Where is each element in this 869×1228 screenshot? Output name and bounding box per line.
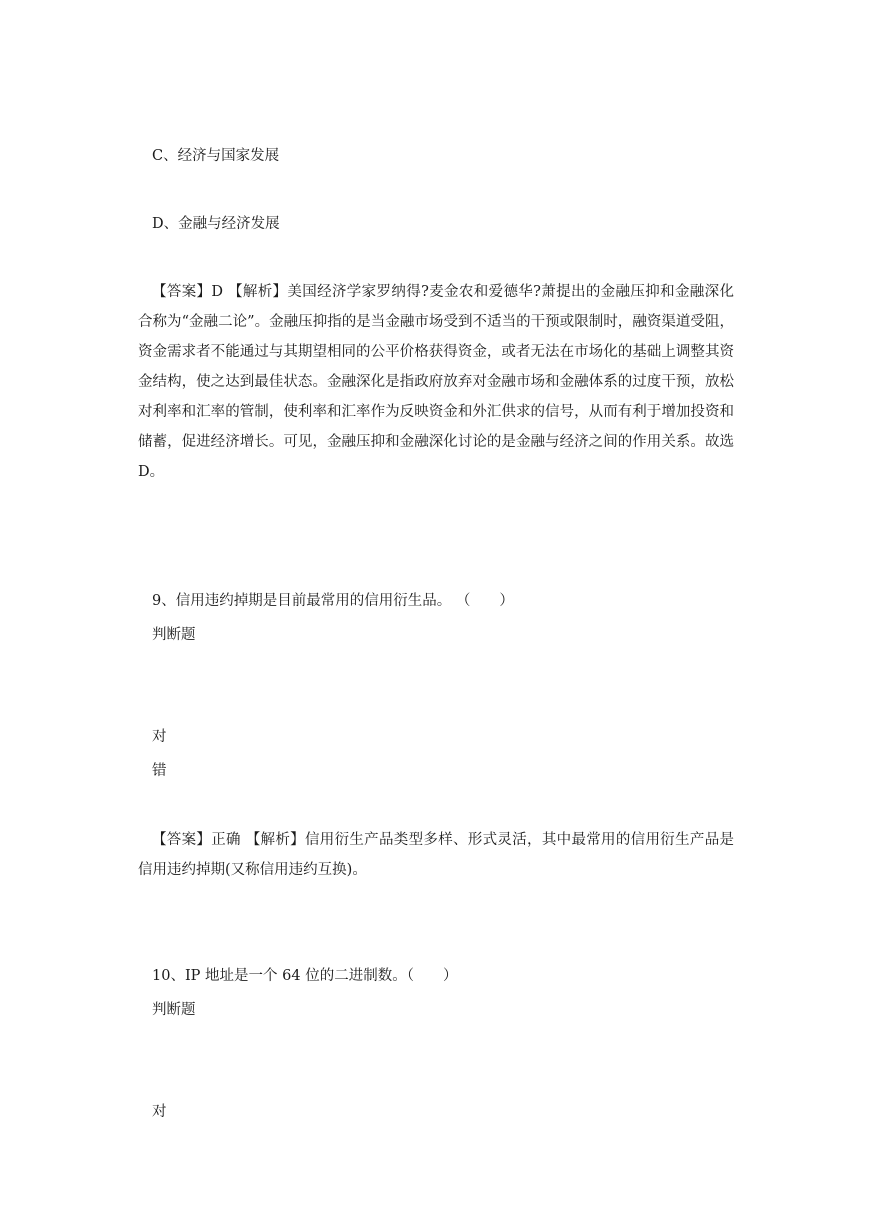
q8-option-c: C、经济与国家发展 (152, 148, 280, 164)
q9-option-false: 错 (152, 763, 167, 779)
q10-question: 10、IP 地址是一个 64 位的二进制数。（ ） (152, 968, 458, 984)
q10-option-true: 对 (152, 1104, 167, 1120)
q9-option-true: 对 (152, 729, 167, 745)
q9-type-label: 判断题 (152, 627, 196, 643)
q9-answer-analysis: 【答案】正确 【解析】信用衍生产品类型多样、形式灵活，其中最常用的信用衍生产品是信用违约掉期(又称信用违约互换)。 (138, 832, 734, 878)
q8-answer-analysis: 【答案】D 【解析】美国经济学家罗纳得?麦金农和爱德华?萧提出的金融压抑和金融深化合称为“金融二论”。金融压抑指的是当金融市场受到不适当的干预或限制时，融资渠道受阻，资金需求者不能通过与其期望相同的公平价格获得资金，或者无法在市场化的基础上调整其资金结构，使之达到最佳状态。金融深化是指政府放弃对金融市场和金融体系的过度干预，放松对利率和汇率的管制，使利率和汇率作为反映资金和外汇供求的信号，从而有利于增加投资和储蓄，促进经济增长。可见，金融压抑和金融深化讨论的是金融与经济之间的作用关系。故选 D。 (138, 284, 734, 480)
q9-question: 9、信用违约掉期是目前最常用的信用衍生品。 （ ） (152, 593, 514, 609)
q10-type-label: 判断题 (152, 1002, 196, 1018)
q8-option-d: D、金融与经济发展 (152, 216, 280, 232)
